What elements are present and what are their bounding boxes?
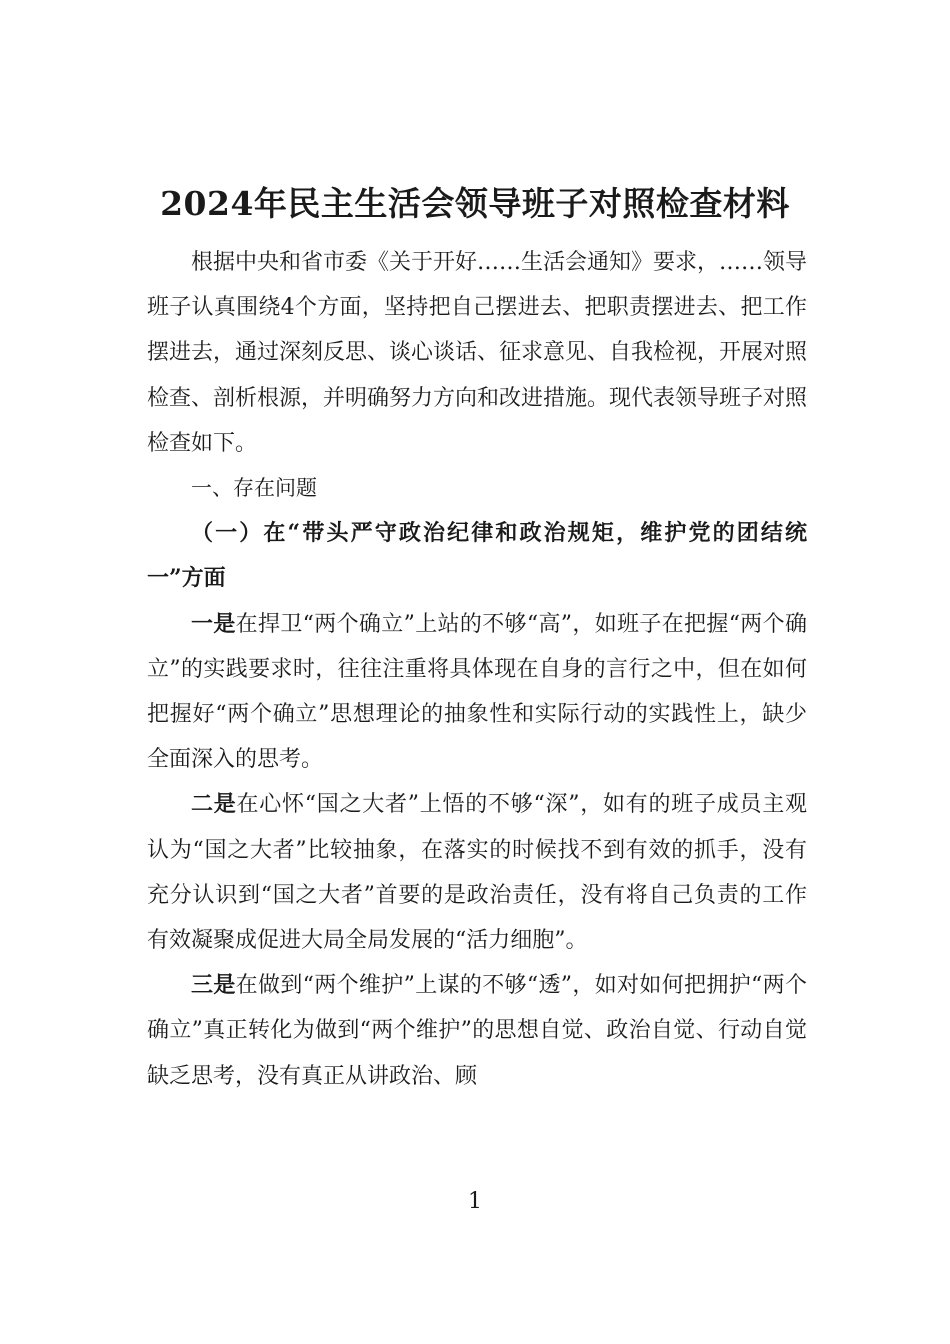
point-lead-1: 一是 xyxy=(191,611,236,637)
document-title: 2024年民主生活会领导班子对照检查材料 xyxy=(160,184,790,223)
subsection-heading-political-discipline: （一）在“带头严守政治纪律和政治规矩，维护党的团结统一”方面 xyxy=(147,520,807,592)
point-text-3: 在做到“两个维护”上谋的不够“透”，如对如何把拥护“两个确立”真正转化为做到“两个维护”的思想自觉、政治自觉、行动自觉缺乏思考，没有真正从讲政治、顾 xyxy=(147,973,807,1089)
intro-paragraph: 根据中央和省市委《关于开好……生活会通知》要求，……领导班子认真围绕4个方面，坚持把自己摆进去、把职责摆进去、把工作摆进去，通过深刻反思、谈心谈话、征求意见、自我检视，开展对照检查、剖析根源，并明确努力方向和改进措施。现代表领导班子对照检查如下。 xyxy=(147,250,808,456)
page-number: 1 xyxy=(468,1189,482,1214)
point-paragraph-3 xyxy=(147,963,807,1099)
document-body xyxy=(147,240,807,1099)
point-lead-2: 二是 xyxy=(191,792,237,818)
section-heading-problems: 一、存在问题 xyxy=(191,476,317,501)
point-paragraph-2 xyxy=(147,782,807,963)
point-text-2: 在心怀“国之大者”上悟的不够“深”，如有的班子成员主观认为“国之大者”比较抽象，在落实的时候找不到有效的抓手，没有充分认识到“国之大者”首要的是政治责任，没有将自己负责的工作有效凝聚成促进大局全局发展的“活力细胞”。 xyxy=(147,792,807,954)
point-text-1: 在捍卫“两个确立”上站的不够“高”，如班子在把握“两个确立”的实践要求时，往往注重将具体现在自身的言行之中，但在如何把握好“两个确立”思想理论的抽象性和实际行动的实践性上，缺少全面深入的思考。 xyxy=(147,611,807,773)
point-paragraph-1 xyxy=(147,602,807,783)
point-lead-3: 三是 xyxy=(191,973,236,999)
